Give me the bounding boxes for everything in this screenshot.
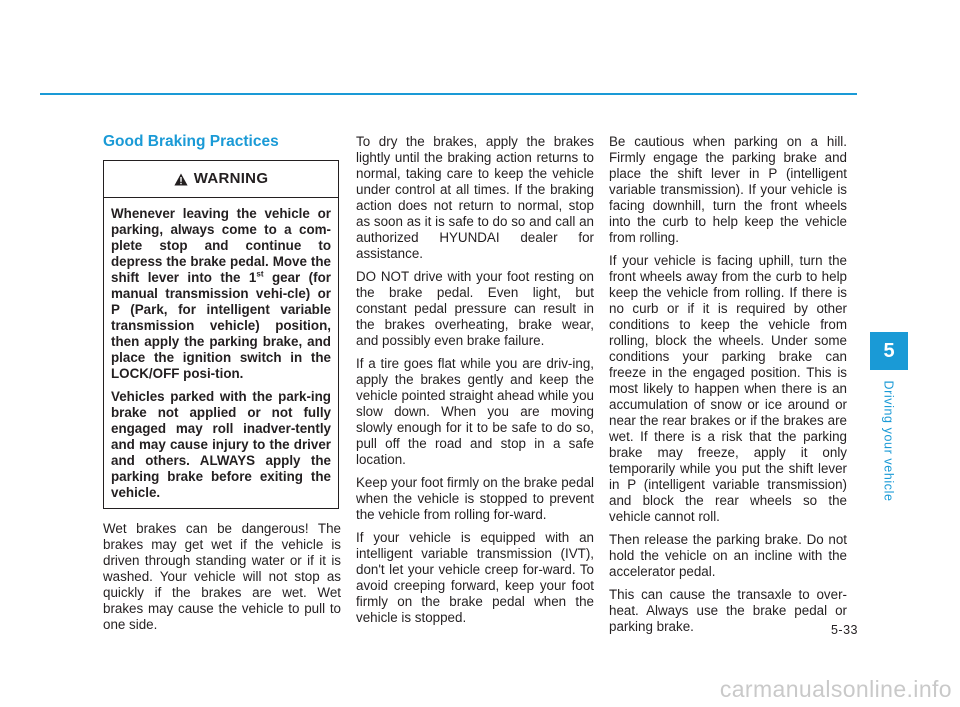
body-paragraph: Keep your foot firmly on the brake pedal when the vehicle is stopped to prevent the vehicle from rolling for-ward. (356, 475, 594, 522)
warning-body (104, 198, 338, 508)
header-rule (40, 93, 857, 95)
page-number: 5-33 (830, 623, 858, 637)
warning-header (104, 161, 338, 198)
body-paragraph: If your vehicle is facing uphill, turn the front wheels away from the curb to help keep the vehicle from rolling. If there is no curb or if it is required by other conditions to keep the vehicle from rolling, block the wheels. Under some conditions your parking brake can freeze in the engaged position. This is most likely to happen when there is an accumulation of snow or ice around or near the rear brakes or if the brakes are wet. If there is a risk that the parking brake may freeze, apply it only temporarily while you put the shift lever in P (intelligent variable transmission) and block the rear wheels so the vehicle cannot roll. (609, 253, 847, 524)
warning-paragraph (111, 206, 331, 382)
body-paragraph: Then release the parking brake. Do not hold the vehicle on an incline with the accelerator pedal. (609, 532, 847, 579)
column-1 (103, 133, 341, 640)
warning-box (103, 160, 339, 509)
body-paragraph: DO NOT drive with your foot resting on the brake pedal. Even light, but constant pedal pressure can result in the brakes overheating, brake wear, and possibly even brake failure. (356, 269, 594, 348)
body-paragraph: If your vehicle is equipped with an intelligent variable transmission (IVT), don't let your vehicle creep for-ward. To avoid creeping forward, keep your foot firmly on the brake pedal when the vehicle is stopped. (356, 530, 594, 625)
chapter-tab: 5 (870, 332, 908, 370)
body-paragraph: This can cause the transaxle to over-heat. Always use the brake pedal or parking brake. (609, 587, 847, 634)
section-title: Good Braking Practices (103, 133, 279, 150)
warning-paragraph: Vehicles parked with the park-ing brake not applied or not fully engaged may roll inadver-tently and may cause injury to the driver and others. ALWAYS apply the parking brake before exiting the vehicle. (111, 389, 331, 500)
column-2 (356, 134, 594, 633)
chapter-title (881, 380, 897, 502)
warning-text: Whenever leaving the vehicle or parking, always come to a com-plete stop and continue to depress the brake pedal. Move the shift lever into the 1 (111, 206, 331, 285)
body-paragraph: Wet brakes can be dangerous! The brakes may get wet if the vehicle is driven through standing water or if it is washed. Your vehicle will not stop as quickly if the brakes are wet. Wet brakes may cause the vehicle to pull to one side. (103, 521, 341, 632)
body-paragraph: To dry the brakes, apply the brakes lightly until the braking action returns to normal, taking care to keep the vehicle under control at all times. If the braking action does not return to normal, stop as soon as it is safe to do so and call an authorized HYUNDAI dealer for assistance. (356, 134, 594, 261)
warning-text: gear (for manual transmission vehi-cle) or P (Park, for intelligent variable transmission vehicle) position, then apply the parking brake, and place the ignition switch in the LOCK/OFF posi-tion. (111, 270, 331, 381)
warning-heading: WARNING (193, 170, 269, 187)
body-paragraph: If a tire goes flat while you are driv-ing, apply the brakes gently and keep the vehicle pointed straight ahead while you slow down. When you are moving slowly enough for it to be safe to do so, pull off the road and stop in a safe location. (356, 356, 594, 467)
watermark: carmanualsonline.info (719, 676, 952, 702)
body-paragraph: Be cautious when parking on a hill. Firmly engage the parking brake and place the shift lever in P (intelligent variable transmission). If your vehicle is facing downhill, turn the front wheels into the curb to help keep the vehicle from rolling. (609, 134, 847, 245)
warning-triangle-icon (174, 173, 188, 186)
ordinal-suffix: st (256, 269, 264, 279)
chapter-title-text: Driving your vehicle (882, 380, 897, 502)
column-3 (609, 134, 847, 642)
